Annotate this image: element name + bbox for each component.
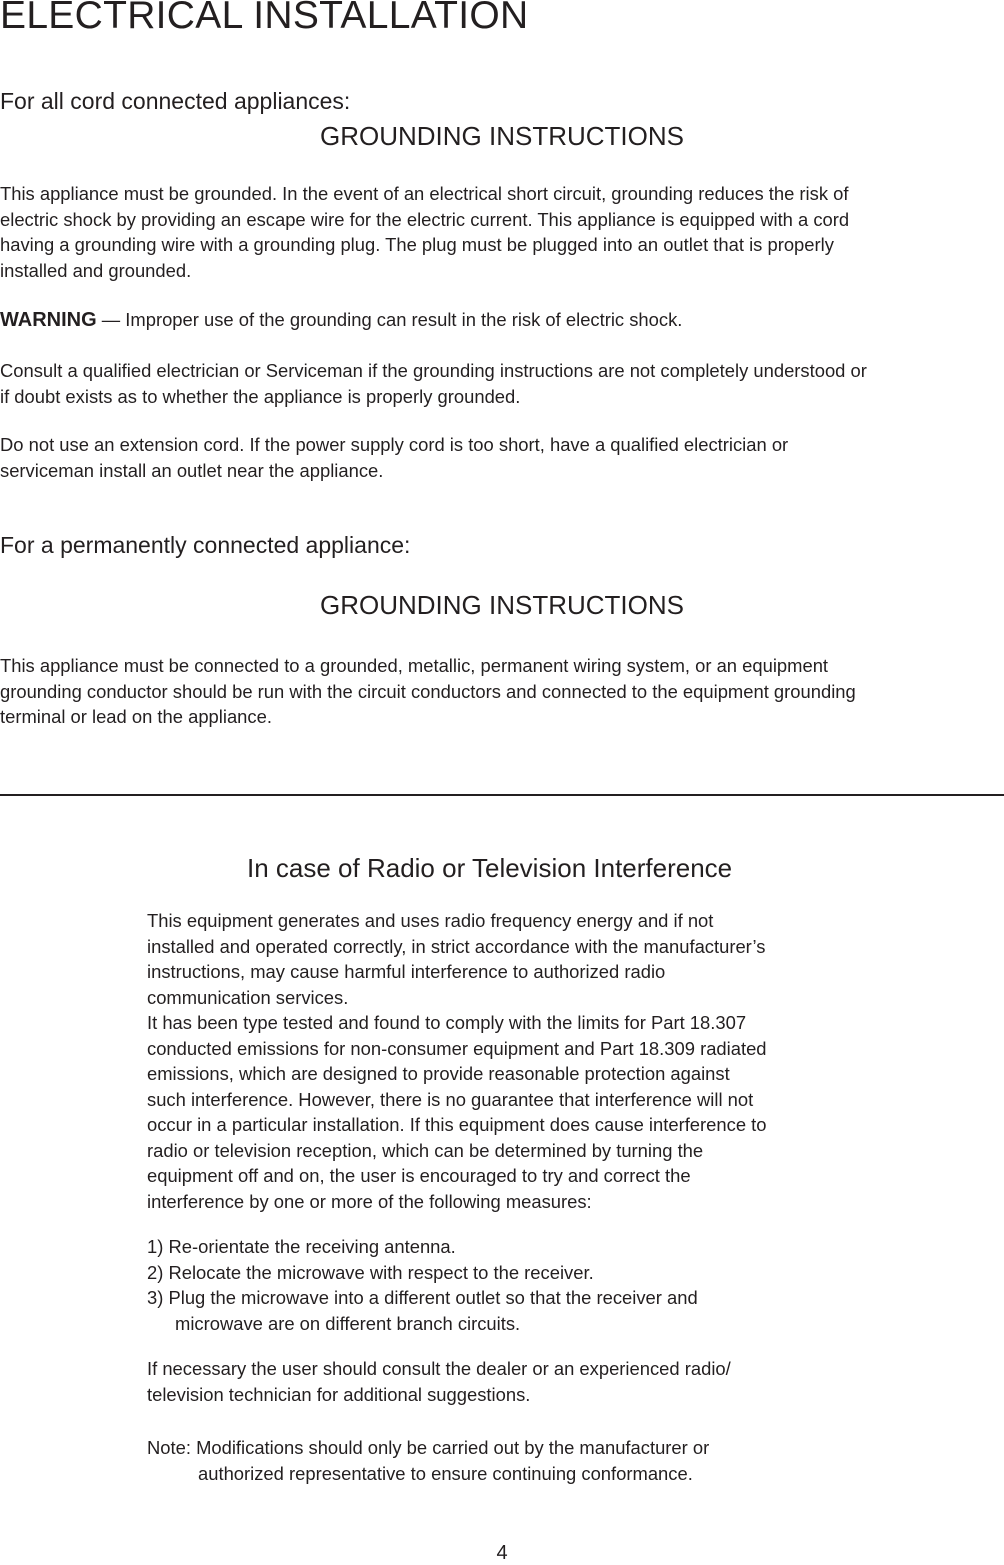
- note-paragraph: [147, 1435, 867, 1486]
- text-line: If necessary the user should consult the dealer or an experienced radio/: [147, 1358, 731, 1379]
- text-line: Consult a qualified electrician or Serviceman if the grounding instructions are not completely understood or: [0, 360, 867, 381]
- warning-label: WARNING: [0, 309, 97, 331]
- interference-body: [147, 908, 867, 1214]
- text-line: grounding conductor should be run with the circuit conductors and connected to the equipment grounding: [0, 680, 856, 702]
- text-line: This appliance must be grounded. In the event of an electrical short circuit, grounding reduces the risk of: [0, 183, 849, 204]
- permanent-grounding-paragraph: [0, 653, 995, 730]
- text-line: conducted emissions for non-consumer equipment and Part 18.309 radiated: [147, 1037, 767, 1059]
- page-title: ELECTRICAL INSTALLATION: [0, 0, 529, 37]
- text-line: such interference. However, there is no guarantee that interference will not: [147, 1088, 754, 1110]
- consult-paragraph: [0, 358, 995, 409]
- text-line: installed and grounded.: [0, 259, 192, 281]
- cord-section-heading: For all cord connected appliances:: [0, 88, 351, 114]
- measures-list: [147, 1234, 867, 1336]
- note-continuation: authorized representative to ensure continuing conformance.: [198, 1462, 693, 1484]
- text-line: instructions, may cause harmful interference to authorized radio: [147, 961, 666, 982]
- section-divider: [0, 794, 1004, 796]
- cord-grounding-heading: GROUNDING INSTRUCTIONS: [320, 121, 684, 151]
- text-line: installed and operated correctly, in strict accordance with the manufacturer’s: [147, 935, 766, 957]
- text-line: This equipment generates and uses radio frequency energy and if not: [147, 910, 714, 931]
- list-item: 3) Plug the microwave into a different outlet so that the receiver and: [147, 1287, 698, 1308]
- consult-dealer-paragraph: [147, 1356, 867, 1407]
- text-line: serviceman install an outlet near the appliance.: [0, 459, 384, 481]
- page-number: 4: [496, 1542, 508, 1564]
- note-line: Note: Modifications should only be carried out by the manufacturer or: [147, 1437, 710, 1458]
- text-line: if doubt exists as to whether the appliance is properly grounded.: [0, 385, 521, 407]
- text-line: radio or television reception, which can be determined by turning the: [147, 1139, 704, 1161]
- permanent-section-heading: For a permanently connected appliance:: [0, 532, 411, 558]
- text-line: emissions, which are designed to provide reasonable protection against: [147, 1063, 730, 1084]
- list-item-continuation: microwave are on different branch circuits.: [175, 1312, 521, 1334]
- text-line: communication services.: [147, 986, 349, 1008]
- permanent-grounding-heading: GROUNDING INSTRUCTIONS: [320, 590, 684, 620]
- extension-cord-paragraph: [0, 432, 995, 483]
- text-line: having a grounding wire with a grounding plug. The plug must be plugged into an outlet that is properly: [0, 234, 834, 255]
- text-line: occur in a particular installation. If this equipment does cause interference to: [147, 1114, 767, 1135]
- cord-grounding-paragraph: [0, 181, 995, 283]
- text-line: electric shock by providing an escape wire for the electric current. This appliance is equipped with a cord: [0, 208, 850, 230]
- warning-paragraph: [0, 307, 995, 334]
- warning-text: — Improper use of the grounding can result in the risk of electric shock.: [96, 309, 683, 330]
- text-line: interference by one or more of the following measures:: [147, 1190, 592, 1212]
- interference-heading: In case of Radio or Television Interference: [247, 853, 733, 883]
- text-line: Do not use an extension cord. If the power supply cord is too short, have a qualified electrician or: [0, 434, 789, 455]
- list-item: 1) Re-orientate the receiving antenna.: [147, 1236, 456, 1257]
- text-line: terminal or lead on the appliance.: [0, 706, 272, 727]
- text-line: It has been type tested and found to comply with the limits for Part 18.307: [147, 1012, 747, 1033]
- text-line: television technician for additional suggestions.: [147, 1383, 531, 1405]
- text-line: equipment off and on, the user is encouraged to try and correct the: [147, 1165, 691, 1186]
- text-line: This appliance must be connected to a grounded, metallic, permanent wiring system, or an equipment: [0, 655, 829, 676]
- list-item: 2) Relocate the microwave with respect to the receiver.: [147, 1261, 594, 1283]
